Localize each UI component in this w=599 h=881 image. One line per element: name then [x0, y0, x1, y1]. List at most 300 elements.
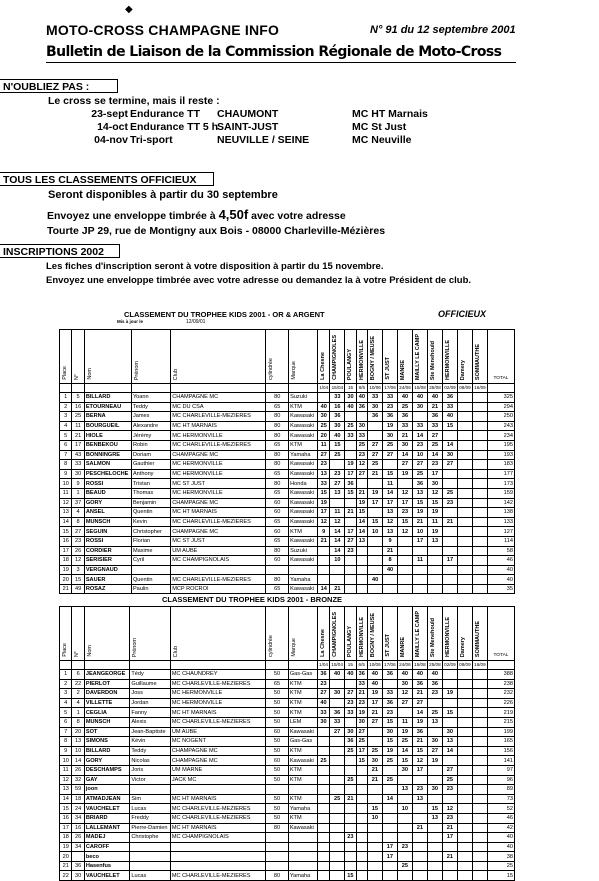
table-cell: 325	[487, 393, 514, 403]
table-cell: 30	[413, 402, 428, 412]
date-cell: 16/09	[472, 661, 487, 670]
table-cell	[472, 746, 487, 756]
table-cell	[457, 488, 472, 498]
table-cell	[130, 861, 170, 871]
table-cell: 46	[487, 813, 514, 823]
table-cell	[382, 785, 397, 795]
table-cell: 17	[356, 746, 367, 756]
table-cell: VERGNAUD	[84, 565, 131, 575]
table-cell	[457, 584, 472, 594]
table-cell: 23	[382, 708, 397, 718]
column-header	[72, 607, 84, 661]
table-cell	[457, 508, 472, 518]
table-cell	[457, 421, 472, 431]
date-cell: 15	[345, 384, 356, 393]
event-club: MC HT Marnais	[352, 108, 428, 120]
table-cell	[457, 794, 472, 804]
table-cell: 23	[412, 785, 427, 795]
table-cell	[397, 813, 412, 823]
table-cell: MC CHARLEVILLE-MEZIERES	[170, 717, 265, 727]
column-header	[171, 330, 266, 384]
table-row	[60, 488, 515, 498]
table-cell	[330, 460, 345, 470]
table-cell: Maxime	[131, 546, 170, 556]
table-cell	[72, 852, 84, 862]
table-cell: Florian	[131, 536, 170, 546]
table-cell: 8	[60, 737, 72, 747]
table-cell	[427, 727, 442, 737]
table-cell: 15	[412, 746, 427, 756]
date-cell: 10/06	[368, 384, 383, 393]
table-row	[60, 804, 515, 814]
table-cell: 36	[345, 479, 356, 489]
column-header-label: HERMONVILLE	[358, 616, 365, 657]
table-cell: BILLARD	[84, 746, 130, 756]
table-cell	[457, 575, 472, 585]
column-header-label: BOGNY / MEUSE	[369, 612, 376, 657]
table-cell	[472, 794, 487, 804]
table-cell	[330, 804, 345, 814]
table-cell: PESCHELOCHE	[84, 469, 131, 479]
date-cell: 16/09	[472, 384, 487, 393]
column-header-label: Marque	[291, 361, 298, 380]
table-row	[60, 765, 515, 775]
table-cell: Yamaha	[288, 871, 317, 881]
table-cell	[398, 479, 413, 489]
table-cell: Christopher	[131, 527, 170, 537]
table-cell: 1	[72, 488, 84, 498]
table-cell: 20	[72, 727, 84, 737]
table-cell: CHAMPAGNE MC	[171, 498, 266, 508]
table-cell	[457, 717, 472, 727]
date-cell: 6/5	[356, 661, 367, 670]
event-name: Endurance TT 5 h	[130, 121, 219, 133]
table-cell	[443, 508, 458, 518]
table-row	[60, 412, 515, 422]
table-cell: 58	[487, 546, 514, 556]
table-cell	[457, 737, 472, 747]
table-cell	[472, 756, 487, 766]
table-cell: 25	[413, 469, 428, 479]
table-row	[60, 393, 515, 403]
table-cell: 14	[356, 517, 367, 527]
table-cell: 36	[356, 402, 367, 412]
table-cell: Benjamin	[131, 498, 170, 508]
table-cell: 50	[266, 689, 289, 699]
column-header-label: MAILLY LE CAMP	[415, 333, 422, 380]
table-cell: 80	[266, 546, 289, 556]
table-cell: KTM	[288, 679, 317, 689]
table-row	[60, 813, 515, 823]
table-cell	[457, 746, 472, 756]
table-cell: 40	[368, 575, 383, 585]
table-cell: BENBEKOU	[84, 440, 131, 450]
date-row	[60, 384, 515, 393]
column-header	[72, 330, 84, 384]
table1-or-argent	[59, 329, 515, 594]
table-cell: Kawasaki	[288, 727, 317, 737]
table-cell: 19	[398, 469, 413, 479]
table-cell: 30	[72, 469, 84, 479]
table-cell	[317, 727, 329, 737]
column-header-label: CHAMPIGNOLES	[332, 612, 339, 657]
column-header	[345, 607, 356, 661]
table-cell: 16	[60, 536, 72, 546]
event-club: MC Neuville	[352, 134, 412, 146]
table-cell	[427, 852, 442, 862]
table-cell: 14	[356, 527, 367, 537]
table-row	[60, 575, 515, 585]
table-cell: MC HT MARNAIS	[170, 708, 265, 718]
table-row	[60, 794, 515, 804]
table-row	[60, 450, 515, 460]
table-cell: BILLARD	[84, 393, 131, 403]
table-cell	[382, 813, 397, 823]
table-cell: CEGLIA	[84, 708, 130, 718]
table-cell: 21	[60, 861, 72, 871]
table-cell: Fanny	[130, 708, 170, 718]
table-cell: 23	[356, 698, 367, 708]
table-cell: 73	[487, 794, 514, 804]
table-cell: 22	[72, 679, 84, 689]
table-cell	[457, 393, 472, 403]
table-cell	[398, 556, 413, 566]
table-cell: 11	[60, 488, 72, 498]
table-cell	[356, 813, 367, 823]
table-cell: 25	[367, 746, 382, 756]
table-cell	[457, 517, 472, 527]
table-cell: 27	[317, 689, 329, 699]
table-cell	[368, 479, 383, 489]
column-header-label: MANRE	[399, 636, 406, 657]
table-cell: 80	[266, 431, 289, 441]
table-cell: 11	[428, 517, 443, 527]
table-cell	[131, 565, 170, 575]
column-header-label: MAILLY LE CAMP	[414, 610, 421, 657]
table-cell: 25	[317, 756, 329, 766]
table-cell: 33	[428, 421, 443, 431]
price: 4,50f	[218, 207, 249, 222]
table-cell: JACK MC	[170, 775, 265, 785]
table2-bronze	[59, 606, 515, 881]
table-cell: 60	[266, 756, 289, 766]
table-cell: 12	[383, 517, 398, 527]
table-cell: KTM	[289, 527, 318, 537]
table-cell: 25	[382, 775, 397, 785]
date-cell: 15/04	[330, 384, 345, 393]
table-cell	[398, 565, 413, 575]
table-cell	[472, 527, 487, 537]
table-cell: 23	[398, 508, 413, 518]
table-cell: 40	[428, 393, 443, 403]
column-header-label: cylindrée	[268, 357, 275, 380]
table-cell: 27	[368, 440, 383, 450]
table-cell: 14	[443, 440, 458, 450]
table-cell	[367, 794, 382, 804]
table-cell: 25	[345, 775, 356, 785]
table-cell: 14	[398, 450, 413, 460]
column-header	[130, 607, 170, 661]
table-cell: 159	[487, 488, 514, 498]
column-header	[330, 607, 345, 661]
table-cell	[443, 546, 458, 556]
table-cell: 27	[330, 727, 345, 737]
table-cell: KTM	[289, 402, 318, 412]
table-cell: 23	[428, 460, 443, 470]
table-cell	[330, 775, 345, 785]
table-cell	[345, 852, 356, 862]
table-cell	[457, 527, 472, 537]
date-row	[60, 661, 515, 670]
table-cell: 23	[397, 842, 412, 852]
table-cell: MC NOGENT	[170, 737, 265, 747]
table-cell	[428, 584, 443, 594]
table-cell: BRIARD	[84, 813, 130, 823]
table-cell: SIMONS	[84, 737, 130, 747]
table-cell: 52	[487, 804, 514, 814]
table-cell	[427, 794, 442, 804]
table-cell: 215	[487, 717, 514, 727]
table-cell	[330, 842, 345, 852]
table-cell	[317, 785, 329, 795]
table-cell: 80	[266, 460, 289, 470]
table-cell: 243	[487, 421, 514, 431]
table-cell: 25	[330, 794, 345, 804]
table-cell	[413, 546, 428, 556]
oubliez-heading: N'OUBLIEZ PAS :	[0, 79, 118, 93]
column-header	[428, 330, 443, 384]
table-cell: 26	[72, 765, 84, 775]
table-cell: 17	[318, 508, 330, 518]
table-cell	[443, 575, 458, 585]
table-cell: 165	[487, 737, 514, 747]
table-cell	[457, 450, 472, 460]
table-cell: KTM	[288, 765, 317, 775]
table-cell	[288, 852, 317, 862]
column-header	[487, 330, 514, 384]
table-cell: 17	[345, 469, 356, 479]
table-cell: 138	[487, 508, 514, 518]
table-cell	[457, 823, 472, 833]
table-cell: 21	[367, 708, 382, 718]
column-header	[382, 607, 397, 661]
table-row	[60, 852, 515, 862]
table-row	[60, 508, 515, 518]
table-cell: Alexis	[130, 717, 170, 727]
table-cell: 15	[345, 488, 356, 498]
table-cell: 30	[383, 431, 398, 441]
table-cell	[330, 575, 345, 585]
column-header	[84, 607, 130, 661]
classements-line2	[47, 207, 346, 222]
table-cell	[397, 852, 412, 862]
table-cell: 21	[356, 488, 367, 498]
table-cell: 13	[72, 737, 84, 747]
column-header-label: N°	[74, 373, 81, 380]
table-cell: 59	[72, 785, 84, 795]
table-cell: 40	[398, 393, 413, 403]
table-cell: 12	[356, 460, 367, 470]
column-header-label: Place	[62, 643, 68, 657]
table-cell: 238	[487, 679, 514, 689]
table-cell: 1	[60, 670, 72, 680]
table-cell	[345, 679, 356, 689]
table-cell: 30	[397, 679, 412, 689]
table-cell: 40	[383, 565, 398, 575]
table-cell: 8	[72, 517, 84, 527]
table-cell: 30	[428, 479, 443, 489]
table-cell	[428, 546, 443, 556]
column-header	[442, 607, 457, 661]
date-cell: 02/09	[442, 661, 457, 670]
classements-line2b: avec votre adresse	[248, 210, 346, 222]
table-cell: 6	[72, 670, 84, 680]
table-row	[60, 871, 515, 881]
column-header-label: Ste Menehould	[429, 617, 436, 657]
oubliez-intro: Le cross se termine, mais il reste :	[48, 95, 220, 107]
column-header	[60, 607, 72, 661]
table-cell	[472, 813, 487, 823]
table-cell: Kawasaki	[289, 508, 318, 518]
table-cell: 25	[427, 708, 442, 718]
table-cell: CHAMPAGNE MC	[171, 527, 266, 537]
date-cell: 6/5	[356, 384, 367, 393]
table-cell: 30	[330, 421, 345, 431]
table-cell	[382, 861, 397, 871]
table-cell: 21	[356, 689, 367, 699]
table-cell: 23	[383, 402, 398, 412]
table-cell	[356, 584, 367, 594]
table-cell: 10	[60, 479, 72, 489]
date-cell	[60, 384, 72, 393]
table-cell	[443, 536, 458, 546]
column-header-label: CHAMPIGNOLES	[332, 335, 339, 380]
table-cell	[367, 823, 382, 833]
table-cell: Kawasaki	[289, 556, 318, 566]
column-header-label: Damery	[459, 636, 466, 657]
table-cell	[457, 756, 472, 766]
table-cell	[330, 698, 345, 708]
table-cell: 40	[487, 575, 514, 585]
table-cell: 50	[266, 737, 289, 747]
table-cell	[345, 440, 356, 450]
column-header	[356, 330, 367, 384]
table-cell	[170, 852, 265, 862]
table-cell: MC DU CSA	[171, 402, 266, 412]
table-cell: 60	[266, 527, 289, 537]
table-cell: CAROFF	[84, 842, 130, 852]
table-cell: 80	[266, 412, 289, 422]
table-cell	[356, 765, 367, 775]
table-cell	[345, 517, 356, 527]
table-cell: 6	[60, 717, 72, 727]
event-place: CHAUMONT	[217, 108, 279, 120]
table-cell: LEM	[288, 717, 317, 727]
table-cell: 27	[345, 536, 356, 546]
table-cell: 36	[368, 412, 383, 422]
column-header-label: TOTAL	[493, 376, 509, 381]
table-row	[60, 727, 515, 737]
table-cell: 50	[266, 698, 289, 708]
table-cell: 19	[427, 756, 442, 766]
table-header-row	[60, 330, 515, 384]
table-cell: 15	[383, 469, 398, 479]
table-cell	[412, 804, 427, 814]
table-cell: 30	[382, 727, 397, 737]
table-cell: Quentin	[131, 575, 170, 585]
table-cell: 23	[345, 546, 356, 556]
table-cell	[472, 536, 487, 546]
table-cell: 173	[487, 479, 514, 489]
table-cell: MC CHARLEVILLE-MEZIERES	[170, 679, 265, 689]
inscriptions-line2: Envoyez une enveloppe timbrée avec votre adresse ou demandez la à votre Président de club.	[46, 275, 472, 286]
column-header	[397, 607, 412, 661]
table-cell	[356, 565, 367, 575]
table-cell: 26	[72, 546, 84, 556]
table-cell: 20	[60, 852, 72, 862]
table-cell	[171, 565, 266, 575]
column-header-label: Prénom	[133, 360, 140, 380]
table-cell	[472, 833, 487, 843]
table-cell: 14	[330, 546, 345, 556]
table-cell	[345, 756, 356, 766]
table-cell: 27	[398, 460, 413, 470]
date-cell: 15/04	[330, 661, 345, 670]
table-cell	[442, 756, 457, 766]
table-cell: 12	[442, 804, 457, 814]
date-cell	[487, 384, 514, 393]
table-cell: ROSAZ	[84, 584, 131, 594]
table-cell: 23	[427, 689, 442, 699]
table-cell: 10	[397, 804, 412, 814]
table-cell: BOURGUEIL	[84, 421, 131, 431]
table-row	[60, 479, 515, 489]
table-cell	[397, 833, 412, 843]
table-cell	[472, 823, 487, 833]
table-cell	[330, 737, 345, 747]
table-cell	[317, 823, 329, 833]
table-cell: 9	[72, 479, 84, 489]
column-header-label: La Chesne	[319, 629, 326, 657]
column-header-label: HERMONVILLE	[445, 339, 451, 380]
table-cell: 40	[412, 670, 427, 680]
table-cell	[472, 469, 487, 479]
table-cell: 30	[397, 765, 412, 775]
table-row	[60, 698, 515, 708]
table-cell	[472, 679, 487, 689]
column-header	[318, 330, 330, 384]
table-cell: 36	[427, 679, 442, 689]
table-cell: KTM	[288, 775, 317, 785]
table-cell: 19	[428, 508, 443, 518]
table-cell	[318, 546, 330, 556]
table-cell: Kawasaki	[289, 421, 318, 431]
table-cell	[457, 670, 472, 680]
table-cell: 23	[413, 440, 428, 450]
table-cell: 23	[345, 833, 356, 843]
column-header-label: HERMONVILLE	[358, 339, 365, 380]
classements-line1: Seront disponibles à partir du 30 septembre	[48, 189, 278, 201]
table-cell: 30	[442, 727, 457, 737]
table-cell: MC HERMONVILLE	[171, 469, 266, 479]
table-cell	[330, 861, 345, 871]
table-cell: Suzuki	[289, 546, 318, 556]
table-cell	[330, 746, 345, 756]
table-cell: 15	[427, 804, 442, 814]
table-cell: 40	[487, 842, 514, 852]
table-cell: 6	[60, 440, 72, 450]
table-cell	[472, 421, 487, 431]
